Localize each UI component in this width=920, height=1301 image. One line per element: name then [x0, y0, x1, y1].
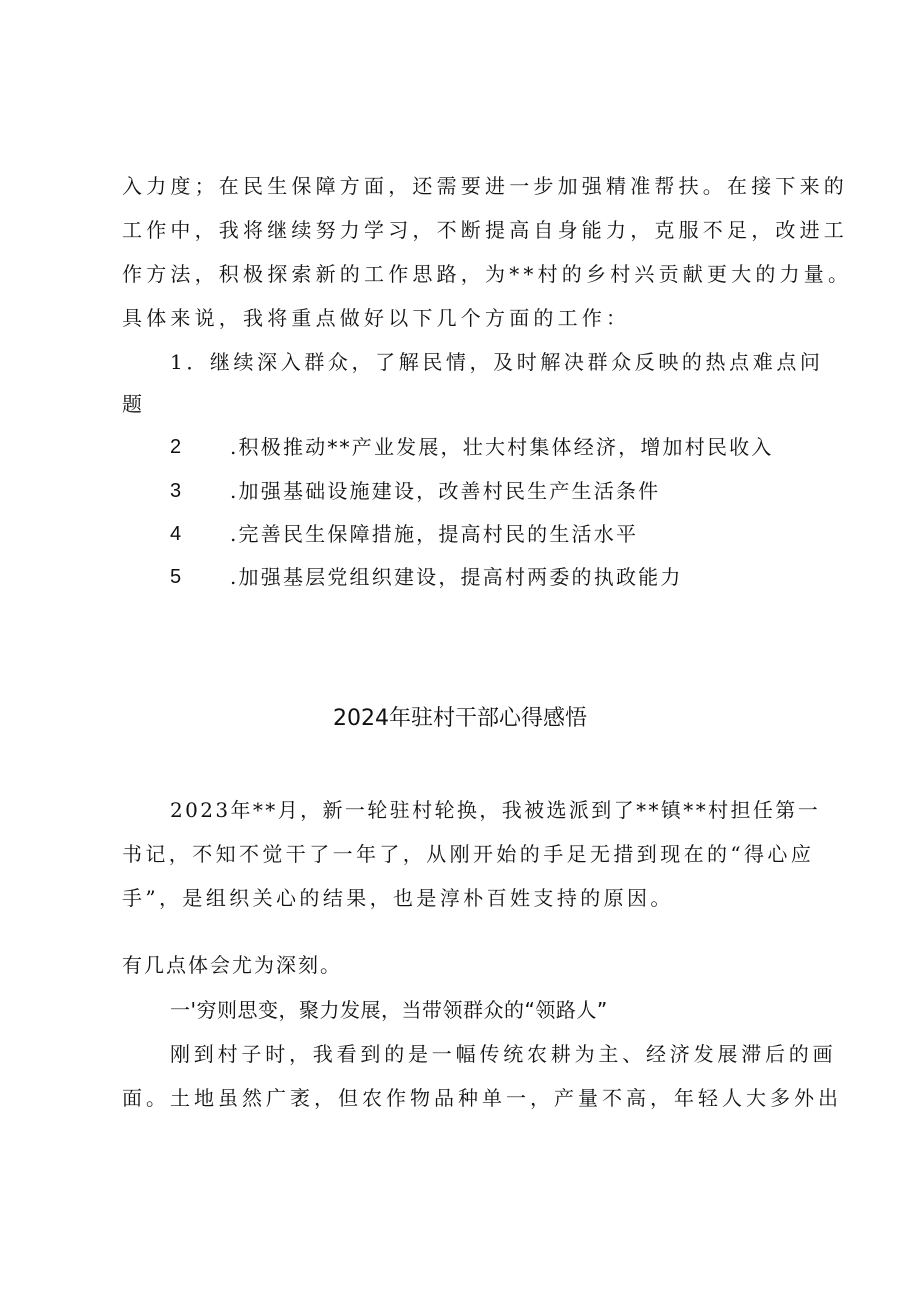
list-item-1: 1．继续深入群众，了解民情，及时解决群众反映的热点难点问 [170, 350, 824, 374]
paragraph-line: 书记，不知不觉干了一年了，从刚开始的手足无措到现在的“得心应 [122, 842, 815, 866]
paragraph-line: 手”，是组织关心的结果，也是淳朴百姓支持的原因。 [122, 886, 674, 910]
article-title: 2024年驻村干部心得感悟 [333, 706, 587, 731]
section-heading: 一'穷则思变，聚力发展，当带领群众的“领路人” [170, 998, 608, 1022]
list-item-1-continuation: 题 [122, 392, 147, 416]
paragraph-line: 2023年**月，新一轮驻村轮换，我被选派到了**镇**村担任第一 [170, 798, 821, 822]
paragraph-line: 有几点体会尤为深刻。 [122, 953, 342, 977]
list-item-text: .加强基础设施建设，改善村民生产生活条件 [230, 479, 661, 503]
paragraph-line: 入力度；在民生保障方面，还需要进一步加强精准帮扶。在接下来的 [122, 174, 848, 198]
list-item-text: .加强基层党组织建设，提高村两委的执政能力 [230, 565, 683, 589]
list-item-number: 2 [170, 436, 182, 458]
paragraph-line: 作方法，积极探索新的工作思路，为**村的乡村兴贡献更大的力量。 [122, 262, 853, 286]
list-item-number: 5 [170, 566, 182, 588]
paragraph-line: 具体来说，我将重点做好以下几个方面的工作： [122, 306, 631, 330]
paragraph-line: 刚到村子时，我看到的是一幅传统农耕为主、经济发展滞后的画 [170, 1042, 837, 1066]
list-item-text: .完善民生保障措施，提高村民的生活水平 [230, 522, 639, 546]
list-item-number: 4 [170, 523, 182, 545]
paragraph-line: 工作中，我将继续努力学习，不断提高自身能力，克服不足，改进工 [122, 218, 848, 242]
paragraph-line: 面。土地虽然广袤，但农作物品种单一，产量不高，年轻人大多外出 [122, 1086, 842, 1110]
list-item-number: 3 [170, 480, 182, 502]
list-item-text: .积极推动**产业发展，壮大村集体经济，增加村民收入 [230, 435, 774, 459]
